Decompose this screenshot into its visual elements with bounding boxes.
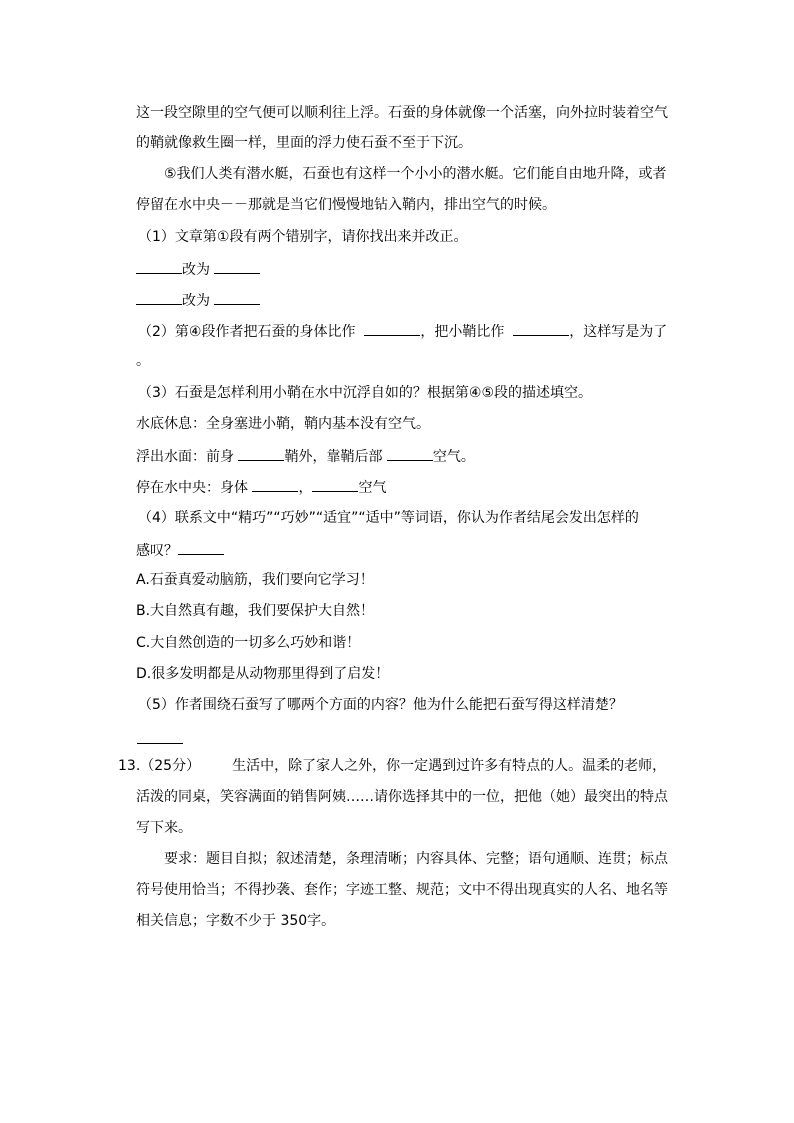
passage-line: 停留在水中央－－那就是当它们慢慢地钻入鞘内，排出空气的时候。	[136, 197, 556, 213]
answer-blank[interactable]	[312, 477, 358, 492]
answer-blank[interactable]	[238, 446, 284, 461]
option-b: B.大自然真有趣，我们要保护大自然！	[136, 603, 375, 619]
passage-line: 的鞘就像救生圈一样，里面的浮力使石蚕不至于下沉。	[136, 135, 472, 151]
answer-blank[interactable]	[136, 259, 182, 274]
rest-line: 水底休息：全身塞进小鞘，鞘内基本没有空气。	[136, 416, 430, 432]
requirements-line: 要求：题目自拟；叙述清楚，条理清晰；内容具体、完整；语句通顺、连贯；标点	[164, 851, 668, 867]
question-13-line: 13.（25分） 生活中，除了家人之外，你一定遇到过许多有特点的人。温柔的老师，	[118, 758, 667, 774]
requirements-line: 符号使用恰当；不得抄袭、套作；字迹工整、规范；文中不得出现真实的人名、地名等	[136, 882, 668, 898]
answer-line: 改为	[136, 259, 260, 279]
answer-blank[interactable]	[137, 743, 183, 744]
question-2-prompt: （2）第④段作者把石蚕的身体比作 ，把小鞘比作 ，这样写是为了	[138, 321, 667, 341]
answer-blank[interactable]	[387, 446, 433, 461]
question-13-line: 活泼的同桌，笑容满面的销售阿姨……请你选择其中的一位，把他（她）最突出的特点	[136, 789, 668, 805]
answer-blank[interactable]	[214, 290, 260, 305]
question-4-prompt: （4）联系文中“精巧”“巧妙”“适宜”“适中”等词语，你认为作者结尾会发出怎样的	[138, 510, 639, 526]
option-a: A.石蚕真爱动脑筋，我们要向它学习！	[136, 572, 374, 588]
passage-line: ⑤我们人类有潜水艇，石蚕也有这样一个小小的潜水艇。它们能自由地升降，或者	[164, 166, 667, 182]
question-13-line: 写下来。	[136, 820, 192, 836]
answer-blank[interactable]	[214, 259, 260, 274]
passage-line: 这一段空隙里的空气便可以顺利往上浮。石蚕的身体就像一个活塞，向外拉时装着空气	[136, 105, 668, 121]
question-2-end: 。	[136, 353, 150, 369]
option-d: D.很多发明都是从动物那里得到了启发！	[136, 666, 390, 682]
answer-line: 改为	[136, 290, 260, 310]
answer-blank[interactable]	[178, 540, 224, 555]
option-c: C.大自然创造的一切多么巧妙和谐！	[136, 635, 361, 651]
requirements-line: 相关信息；字数不少于 350字。	[136, 913, 336, 929]
answer-blank[interactable]	[513, 321, 569, 336]
question-5-prompt: （5）作者围绕石蚕写了哪两个方面的内容？他为什么能把石蚕写得这样清楚？	[138, 697, 623, 713]
middle-line: 停在水中央：身体 ， 空气	[136, 477, 386, 497]
question-3-prompt: （3）石蚕是怎样利用小鞘在水中沉浮自如的？根据第④⑤段的描述填空。	[138, 385, 593, 401]
answer-blank[interactable]	[364, 321, 420, 336]
question-1-prompt: （1）文章第①段有两个错别字，请你找出来并改正。	[138, 229, 468, 245]
answer-blank[interactable]	[136, 290, 182, 305]
float-line: 浮出水面：前身 鞘外，靠鞘后部 空气。	[136, 446, 475, 466]
question-4-prompt-cont: 感叹？	[136, 540, 224, 560]
answer-blank[interactable]	[252, 477, 298, 492]
